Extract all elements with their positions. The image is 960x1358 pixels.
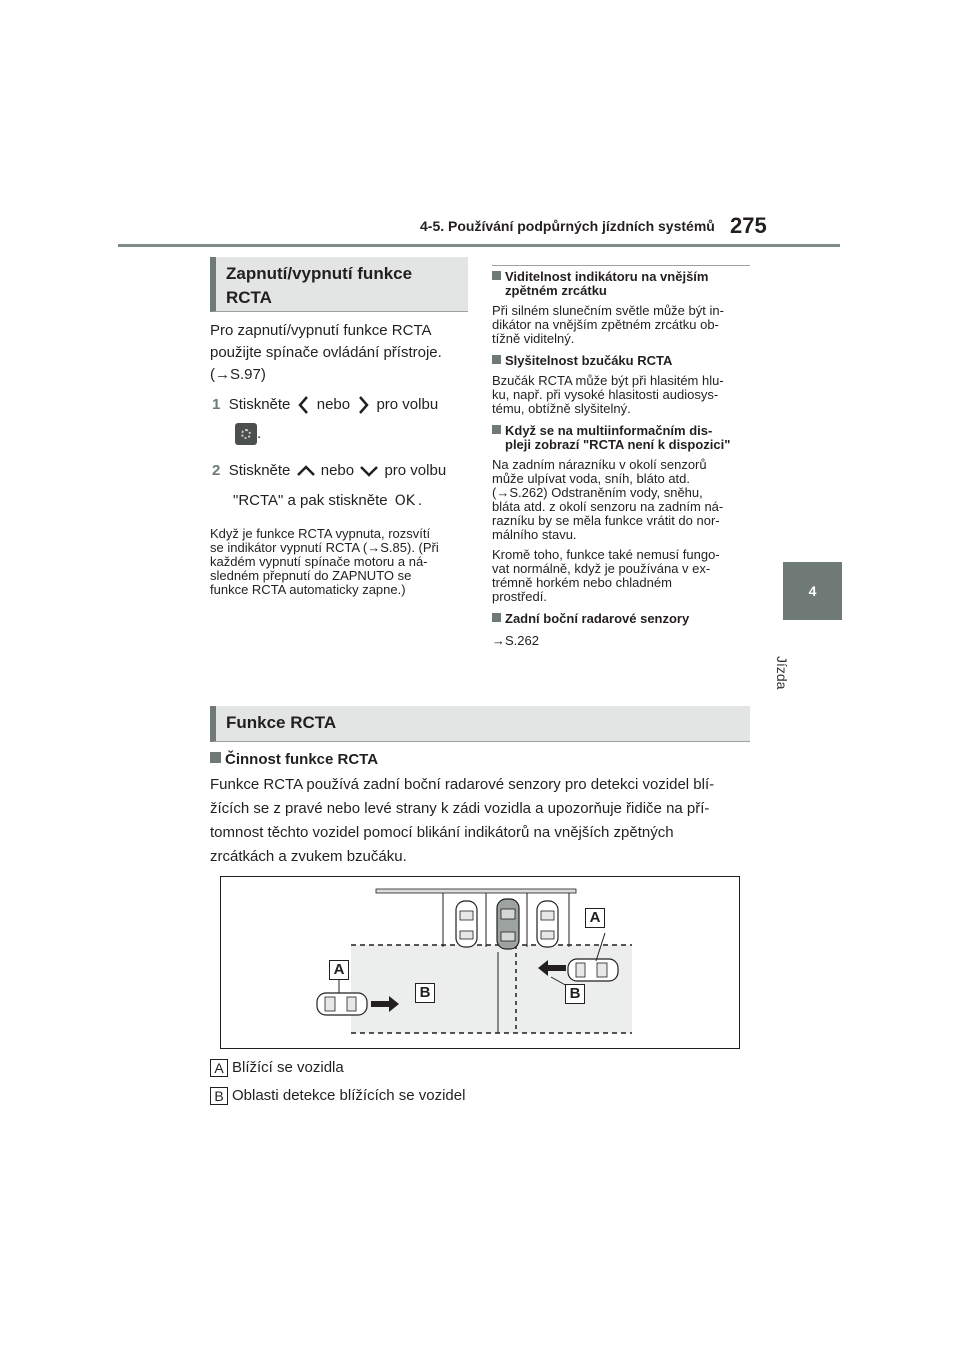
text-line: málního stavu. xyxy=(492,527,577,542)
running-header: 4-5. Používání podpůrných jízdních systémů xyxy=(420,218,715,234)
parked-car-2 xyxy=(537,901,558,947)
subheading-text: zpětném zrcátku xyxy=(505,283,607,298)
settings-gear-icon xyxy=(235,423,257,445)
subheading-audibility xyxy=(492,354,750,368)
own-car xyxy=(497,899,519,949)
text-line: bláta atd. z okolí senzoru na zadním ná- xyxy=(492,499,724,514)
approaching-car-left xyxy=(317,993,367,1015)
note-line: každém vypnutí spínače motoru a ná- xyxy=(210,554,428,569)
legend-text: Oblasti detekce blížících se vozidel xyxy=(232,1087,466,1104)
text-line: Při silném slunečním světle může být in- xyxy=(492,303,724,318)
intro-line: (→S.97) xyxy=(210,366,266,383)
legend-letter: B xyxy=(210,1087,228,1105)
step-text: . xyxy=(257,425,262,442)
text-line: trémně horkém nebo chladném xyxy=(492,575,672,590)
subheading-sensors xyxy=(492,612,750,626)
approaching-car-right xyxy=(568,959,618,981)
callout-b-right: B xyxy=(565,984,585,1004)
step-2 xyxy=(212,460,474,481)
text-line: může ulpívat voda, sníh, bláto atd. xyxy=(492,471,691,486)
section-heading-line1: Zapnutí/vypnutí funkce xyxy=(226,264,413,283)
bullet-square-icon xyxy=(492,271,501,280)
paragraph xyxy=(492,304,750,346)
parked-car-1 xyxy=(456,901,477,947)
step-1 xyxy=(212,394,474,416)
bullet-square-icon xyxy=(492,425,501,434)
bullet-square-icon xyxy=(210,752,221,763)
paragraph xyxy=(492,458,750,542)
text-line: tému, obtížně slyšitelný. xyxy=(492,401,631,416)
step-1-line2 xyxy=(235,423,261,445)
callout-a-left: A xyxy=(329,960,349,980)
bullet-square-icon xyxy=(492,355,501,364)
intro-line: Pro zapnutí/vypnutí funkce RCTA xyxy=(210,322,432,339)
step-text: Stiskněte xyxy=(228,462,291,479)
column-rule xyxy=(492,265,750,266)
operation-paragraph xyxy=(210,773,755,869)
step-text: . xyxy=(417,492,423,509)
paragraph xyxy=(492,374,750,416)
step-number: 1 xyxy=(212,396,221,413)
legend-item-a xyxy=(210,1057,344,1078)
chapter-label-wrap xyxy=(774,632,840,690)
text-line: prostředí. xyxy=(492,589,547,604)
page-reference: →S.262 xyxy=(492,633,539,648)
text-line: Kromě toho, funkce také nemusí fungo- xyxy=(492,547,720,562)
intro-paragraph xyxy=(210,320,472,386)
rcta-diagram xyxy=(220,876,740,1049)
legend-item-b xyxy=(210,1085,465,1106)
step-number: 2 xyxy=(212,462,221,479)
parking-illustration xyxy=(221,877,739,1048)
subheading-text: pleji zobrazí "RCTA není k dispozici" xyxy=(505,437,731,452)
text-line: ku, např. při vysoké hlasitosti audiosys- xyxy=(492,387,719,402)
note-line: sledném přepnutí do ZAPNUTO se xyxy=(210,568,412,583)
text-line: tomnost těchto vozidel pomocí blikání indikátorů na vnějších zpětných xyxy=(210,824,674,841)
text-line: razníku by se měla funkce vrátit do nor- xyxy=(492,513,720,528)
subheading-text: Když se na multiinformačním dis- xyxy=(505,423,713,438)
step-text: nebo xyxy=(320,462,355,479)
chevron-left-icon xyxy=(295,394,313,416)
subheading-visibility xyxy=(492,270,750,284)
intro-line: použijte spínače ovládání přístroje. xyxy=(210,344,442,361)
text-line: žících se z pravé nebo levé strany k zádi vozidla a upozorňuje řidiče na pří- xyxy=(210,800,710,817)
chapter-label: Jízda xyxy=(774,656,790,690)
subheading-text: Viditelnost indikátoru na vnějším xyxy=(505,269,709,284)
step-text: "RCTA" a pak stiskněte xyxy=(233,492,388,509)
step-text: Stiskněte xyxy=(228,396,291,413)
note-line: se indikátor vypnutí RCTA (→S.85). (Při xyxy=(210,540,439,555)
note-paragraph xyxy=(210,527,472,597)
note-line: funkce RCTA automaticky zapne.) xyxy=(210,582,406,597)
text-line: zrcátkách a zvukem bzučáku. xyxy=(210,848,407,865)
chevron-right-icon xyxy=(354,394,372,416)
subheading-text: Zadní boční radarové senzory xyxy=(505,611,690,626)
section-heading-line2: RCTA xyxy=(226,288,272,307)
chevron-up-icon xyxy=(295,462,317,480)
subheading-operation xyxy=(210,749,378,770)
section-heading-text: Funkce RCTA xyxy=(226,713,337,732)
step-text: pro volbu xyxy=(376,396,439,413)
text-line: Na zadním nárazníku v okolí senzorů xyxy=(492,457,707,472)
page-number: 275 xyxy=(730,213,767,238)
detection-zone xyxy=(351,945,632,1033)
subheading-text: Slyšitelnost bzučáku RCTA xyxy=(505,353,673,368)
step-text: nebo xyxy=(316,396,351,413)
note-line: Když je funkce RCTA vypnuta, rozsvítí xyxy=(210,526,431,541)
text-line: vat normálně, když je používána v ex- xyxy=(492,561,711,576)
chapter-tab: 4 xyxy=(783,562,842,620)
text-line: (→S.262) Odstraněním vody, sněhu, xyxy=(492,485,703,500)
section-heading-toggle xyxy=(210,257,468,312)
text-line: Bzučák RCTA může být při hlasitém hlu- xyxy=(492,373,724,388)
chevron-down-icon xyxy=(358,462,380,480)
step-text: pro volbu xyxy=(384,462,447,479)
header-rule xyxy=(118,244,840,247)
subheading-text: Činnost funkce RCTA xyxy=(225,751,379,768)
legend-letter: A xyxy=(210,1059,228,1077)
step-2-line2 xyxy=(233,490,422,512)
text-line: tížně viditelný. xyxy=(492,331,575,346)
subheading-unavailable xyxy=(492,424,750,438)
section-heading-function xyxy=(210,706,750,742)
paragraph xyxy=(492,548,750,604)
text-line: dikátor na vnějším zpětném zrcátku ob- xyxy=(492,317,719,332)
callout-b-left: B xyxy=(415,983,435,1003)
callout-a-right: A xyxy=(585,908,605,928)
text-line: Funkce RCTA používá zadní boční radarové senzory pro detekci vozidel blí- xyxy=(210,776,715,793)
legend-text: Blížící se vozidla xyxy=(232,1059,344,1076)
bullet-square-icon xyxy=(492,613,501,622)
column2 xyxy=(492,270,750,648)
ok-button-label: OK xyxy=(394,493,415,509)
